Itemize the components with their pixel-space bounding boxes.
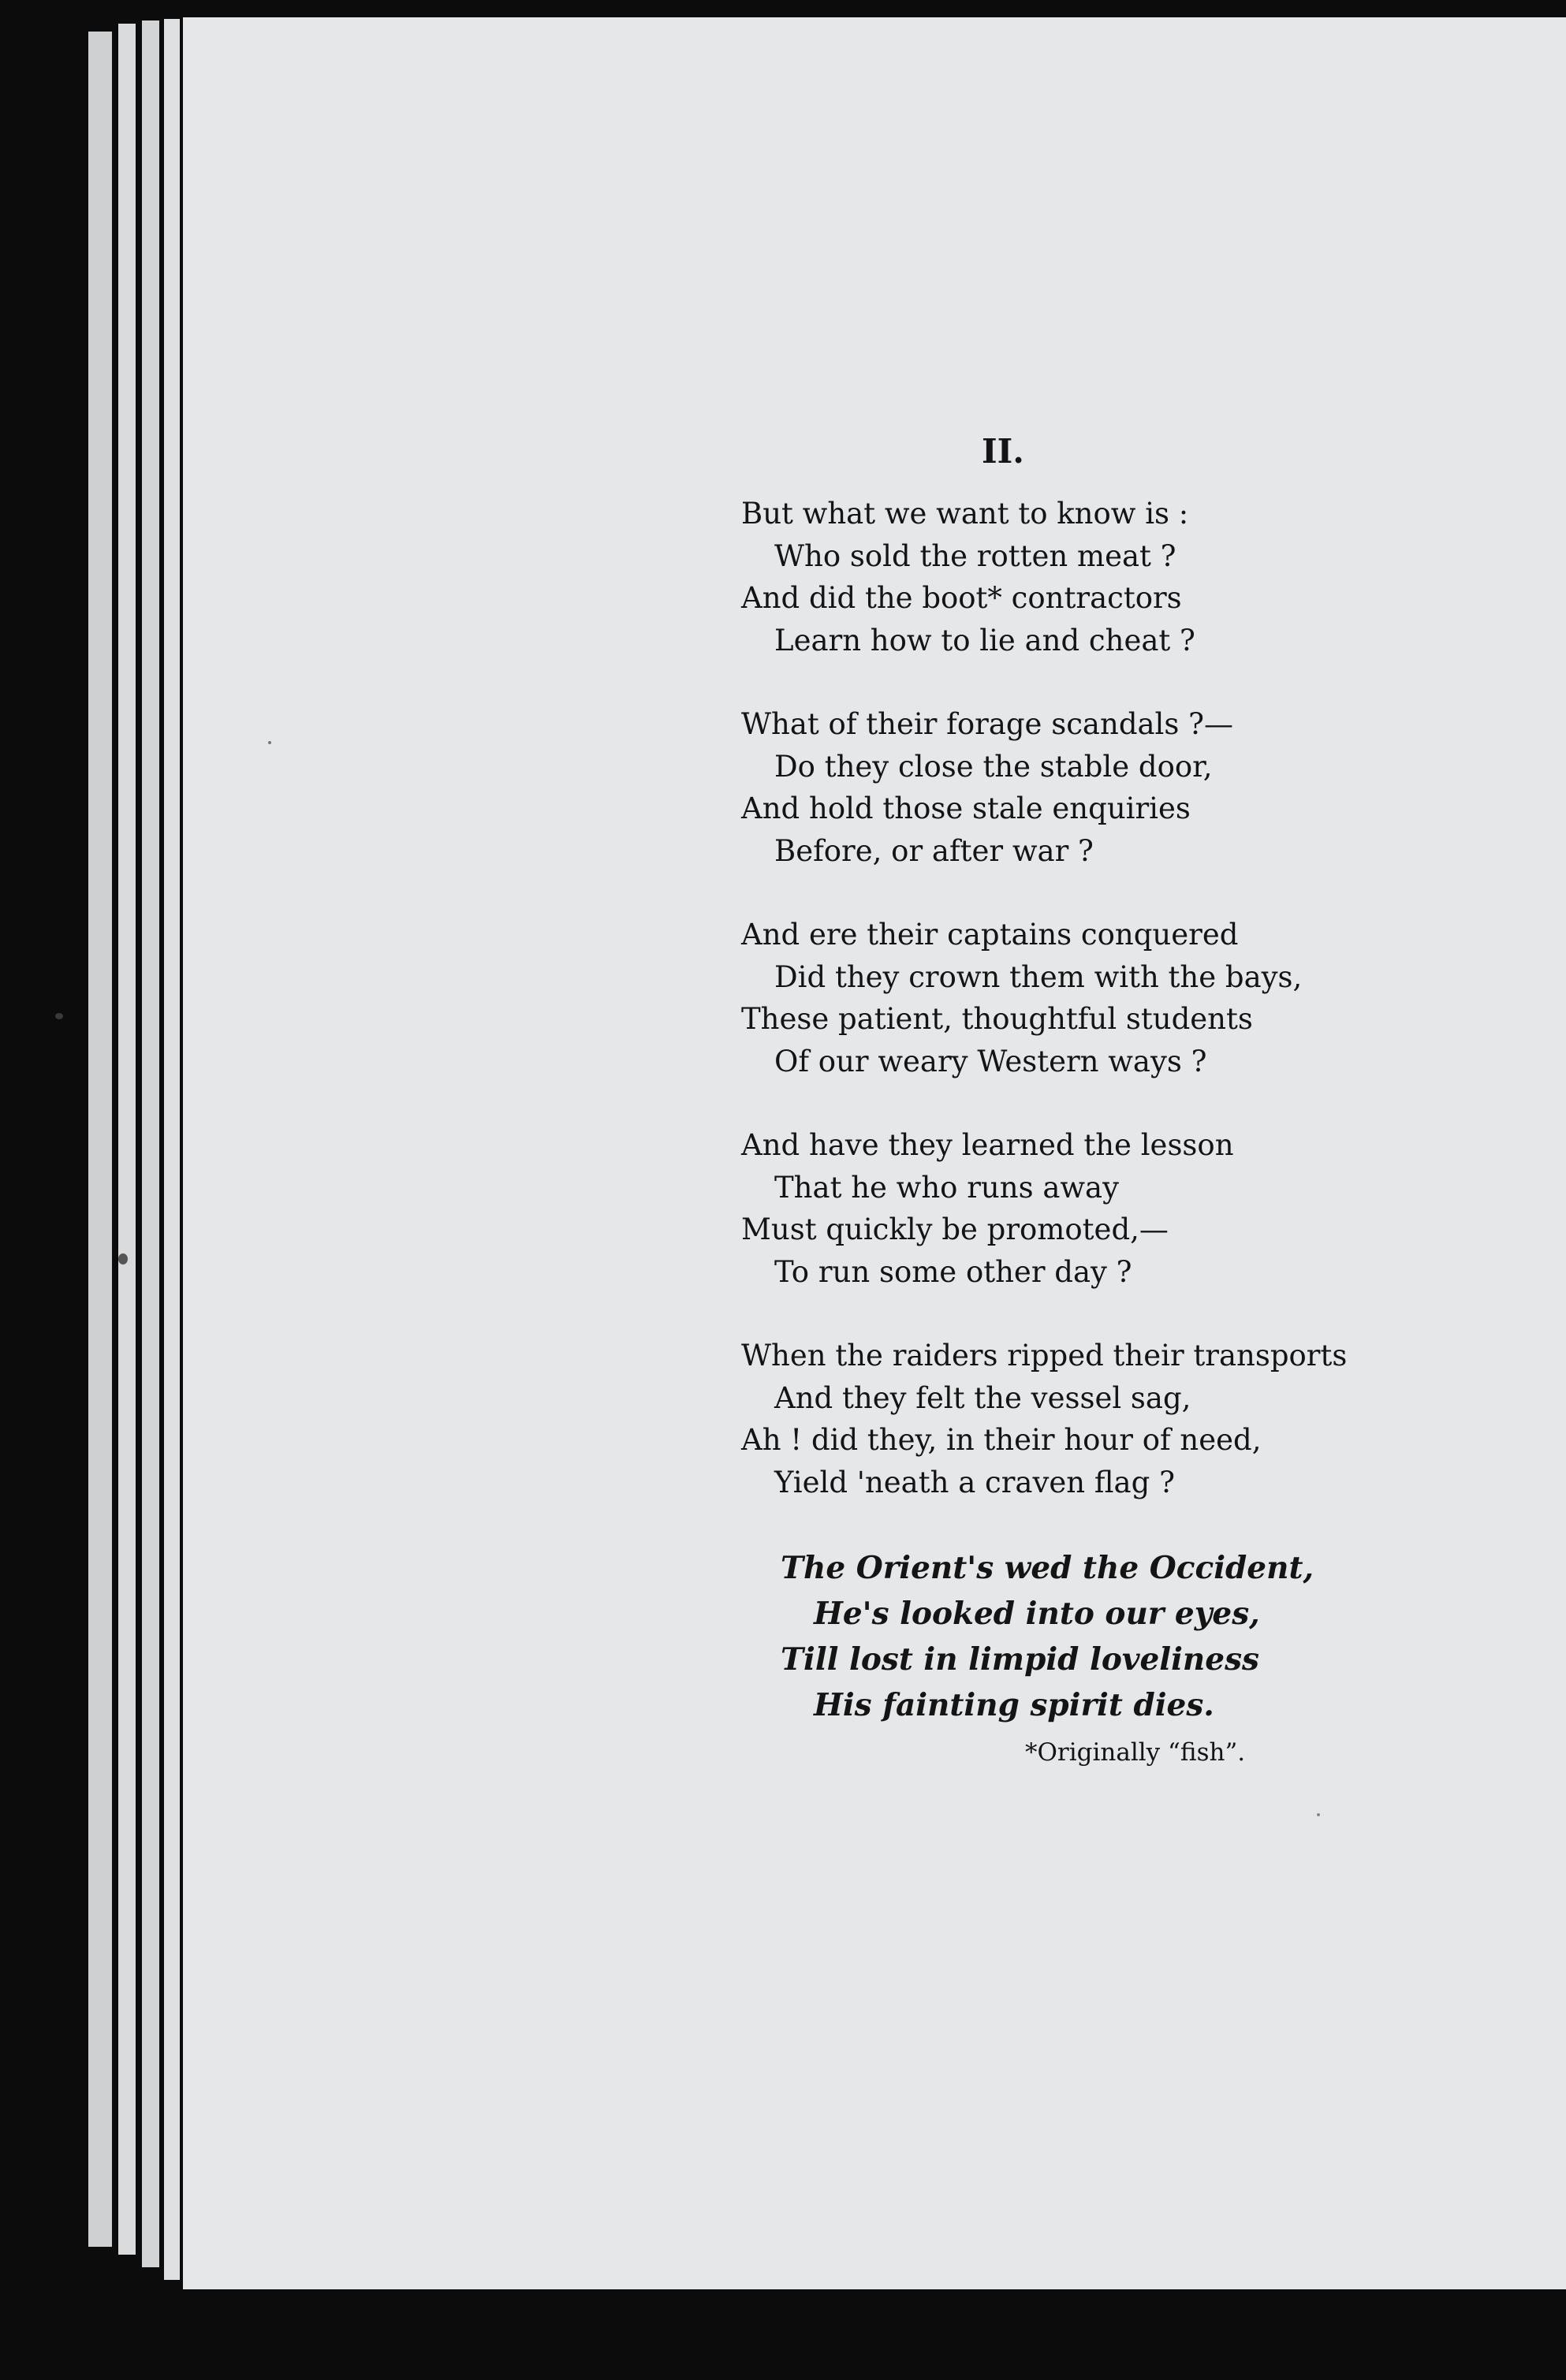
stanza [741, 1124, 1538, 1293]
scan-speck [268, 741, 271, 744]
poem-line: And have they learned the lesson [741, 1128, 1234, 1162]
poem-line: Did they crown them with the bays, [774, 959, 1303, 994]
poem-line: And did the boot* contractors [741, 581, 1182, 615]
poem-line: That he who runs away [774, 1170, 1120, 1205]
refrain-line: The Orient's wed the Occident, [781, 1550, 1314, 1586]
poem-line: And they felt the vessel sag, [774, 1380, 1191, 1415]
stanza [741, 914, 1538, 1082]
poem-line: Must quickly be promoted,— [741, 1212, 1169, 1246]
poem-line: Of our weary Western ways ? [774, 1044, 1207, 1078]
section-number: II. [982, 432, 1024, 471]
scan-speck [118, 1253, 128, 1264]
refrain-line: He's looked into our eyes, [814, 1596, 1260, 1632]
poem-line: Who sold the rotten meat ? [774, 538, 1176, 573]
page-edge [118, 24, 136, 2255]
stanza [741, 493, 1538, 661]
poem-line: When the raiders ripped their transports [741, 1339, 1348, 1373]
poem-body [741, 493, 1538, 1545]
poem-line: Yield 'neath a craven flag ? [774, 1465, 1175, 1499]
poem-line: What of their forage scandals ?— [741, 707, 1233, 741]
poem-line: Before, or after war ? [774, 833, 1094, 868]
stanza [741, 703, 1538, 872]
italic-refrain [781, 1545, 1314, 1728]
refrain-line: Till lost in limpid loveliness [781, 1641, 1260, 1678]
scan-speck [1317, 1813, 1320, 1816]
poem-line: And hold those stale enquiries [741, 791, 1191, 825]
poem-line: To run some other day ? [774, 1254, 1132, 1289]
refrain-line: His fainting spirit dies. [814, 1687, 1214, 1723]
poem-line: But what we want to know is : [741, 497, 1189, 531]
poem-line: And ere their captains conquered [741, 918, 1239, 952]
scan-speck [55, 1013, 63, 1019]
poem-line: Learn how to lie and cheat ? [774, 623, 1195, 657]
page-edge [164, 19, 180, 2280]
stanza [741, 1335, 1538, 1503]
page-edge [88, 32, 112, 2247]
page-edge [142, 20, 159, 2267]
poem-line: Do they close the stable door, [774, 749, 1213, 784]
poem-line: These patient, thoughtful students [741, 1002, 1253, 1036]
footnote: *Originally “fish”. [1025, 1738, 1246, 1767]
poem-line: Ah ! did they, in their hour of need, [741, 1423, 1262, 1457]
